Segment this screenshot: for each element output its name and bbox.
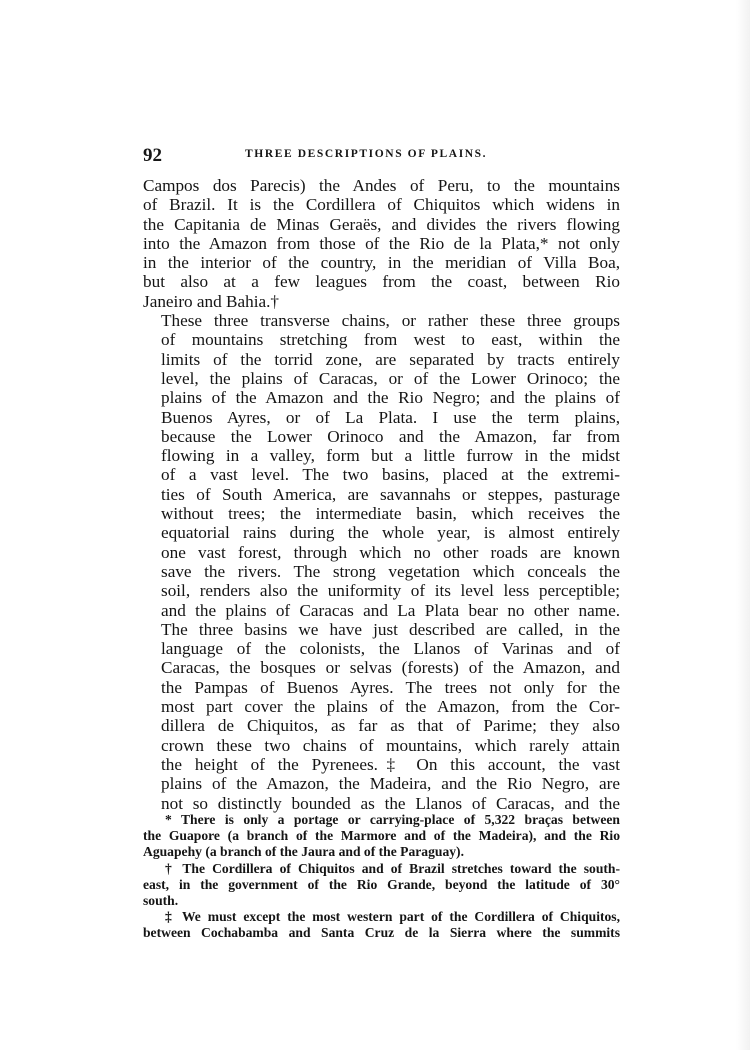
paragraph-1 xyxy=(143,176,620,311)
text-line: but also at a few leagues from the coast, between Rio xyxy=(143,272,620,292)
footnotes xyxy=(143,812,620,942)
page-header xyxy=(143,145,620,169)
text-line: into the Amazon from those of the Rio de la Plata,* not only xyxy=(143,233,620,253)
text-line: in the interior of the country, in the meridian of Villa Boa, xyxy=(143,253,620,273)
text-line: because the Lower Orinoco and the Amazon, far from xyxy=(161,426,620,446)
text-line: of Brazil. It is the Cordillera of Chiquitos which widens in xyxy=(143,195,620,215)
text-line: Campos dos Parecis) the Andes of Peru, to the mountains xyxy=(143,176,620,195)
text-line: most part cover the plains of the Amazon, from the Cor- xyxy=(161,697,620,717)
footnote-line: between Cochabamba and Santa Cruz de la Sierra where the summits xyxy=(143,925,620,941)
text-line: level, the plains of Caracas, or of the Lower Orinoco; the xyxy=(161,368,620,388)
footnote-line: Aguapehy (a branch of the Jaura and of the Paraguay). xyxy=(143,844,464,860)
footnote-line: † The Cordillera of Chiquitos and of Brazil stretches toward the south- xyxy=(165,860,620,876)
text-line: save the rivers. The strong vegetation which conceals the xyxy=(161,561,620,581)
footnote-line: south. xyxy=(143,893,179,909)
text-line: language of the colonists, the Llanos of Varinas and of xyxy=(161,639,620,659)
text-line: equatorial rains during the whole year, is almost entirely xyxy=(161,523,620,543)
text-line: the height of the Pyrenees.‡ On this account, the vast xyxy=(161,754,620,774)
text-line: of a vast level. The two basins, placed at the extremi- xyxy=(161,465,620,485)
paragraph-2 xyxy=(143,311,620,813)
body-text xyxy=(143,176,620,813)
text-line: crown these two chains of mountains, which rarely attain xyxy=(161,735,620,755)
text-line: not so distinctly bounded as the Llanos of Caracas, and the xyxy=(161,793,620,813)
text-line: plains of the Amazon and the Rio Negro; and the plains of xyxy=(161,388,620,408)
text-line: and the plains of Caracas and La Plata bear no other name. xyxy=(161,600,620,620)
text-line: Janeiro and Bahia.† xyxy=(143,291,280,311)
footnote-line: ‡ We must except the most western part of the Cordillera of Chiquitos, xyxy=(165,909,620,925)
text-line: the Pampas of Buenos Ayres. The trees not only for the xyxy=(161,677,620,697)
text-line: without trees; the intermediate basin, which receives the xyxy=(161,504,620,524)
page-number: 92 xyxy=(143,145,162,166)
text-line: The three basins we have just described are called, in the xyxy=(161,619,620,639)
footnote-line: east, in the government of the Rio Grande, beyond the latitude of 30° xyxy=(143,876,620,892)
text-line: limits of the torrid zone, are separated by tracts entirely xyxy=(161,349,620,369)
text-line: dillera de Chiquitos, as far as that of Parime; they also xyxy=(161,716,620,736)
text-line: Caracas, the bosques or selvas (forests) of the Amazon, and xyxy=(161,658,620,678)
footnote-line: the Guapore (a branch of the Marmore and of the Madeira), and the Rio xyxy=(143,828,620,844)
footnote-line: * There is only a portage or carrying-place of 5,322 braças between xyxy=(165,812,620,827)
text-line: one vast forest, through which no other roads are known xyxy=(161,542,620,562)
text-line: plains of the Amazon, the Madeira, and the Rio Negro, are xyxy=(161,774,620,794)
page-edge-shadow xyxy=(736,0,750,1050)
running-title: THREE DESCRIPTIONS OF PLAINS. xyxy=(245,148,488,160)
text-line: of mountains stretching from west to east, within the xyxy=(161,330,620,350)
text-line: the Capitania de Minas Geraës, and divides the rivers flowing xyxy=(143,214,620,234)
text-line: ties of South America, are savannahs or steppes, pasturage xyxy=(161,484,620,504)
text-line: flowing in a valley, form but a little furrow in the midst xyxy=(161,446,620,466)
text-line: soil, renders also the uniformity of its level less perceptible; xyxy=(161,581,620,601)
text-line: These three transverse chains, or rather these three groups xyxy=(161,311,620,331)
text-line: Buenos Ayres, or of La Plata. I use the term plains, xyxy=(161,407,620,427)
